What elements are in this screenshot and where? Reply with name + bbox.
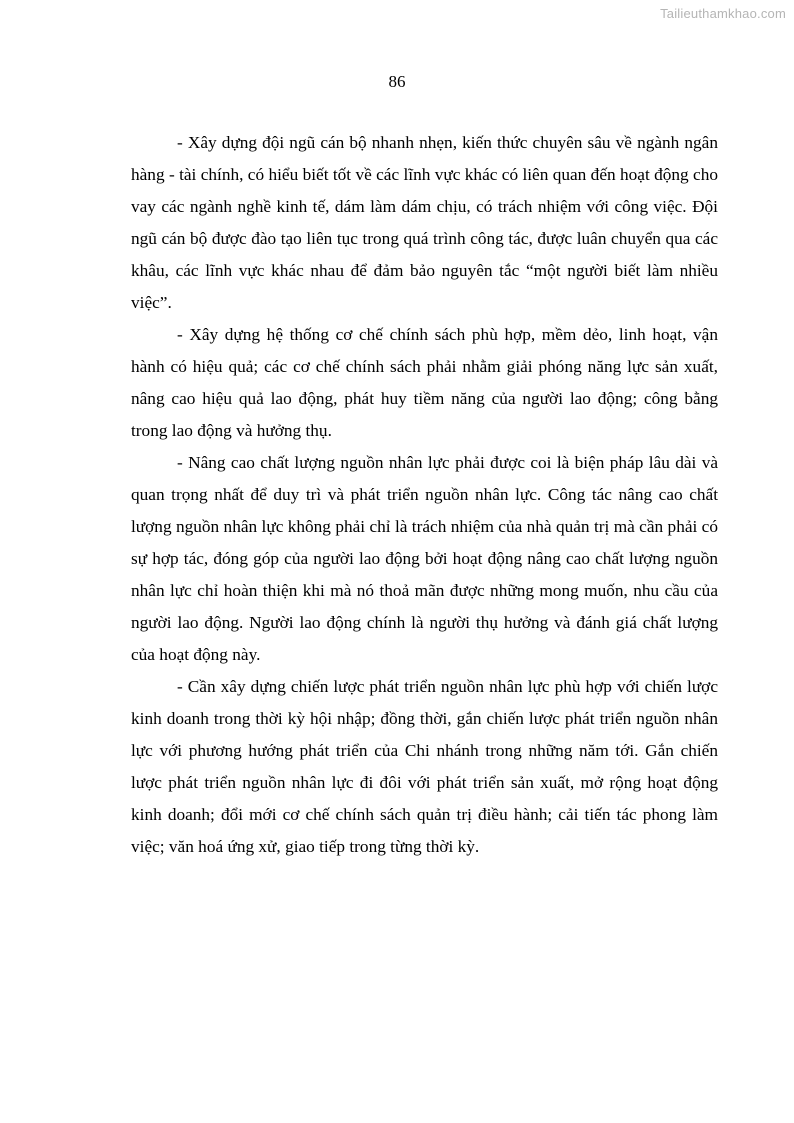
paragraph-staff-development: - Xây dựng đội ngũ cán bộ nhanh nhẹn, kiến thức chuyên sâu về ngành ngân hàng - tài chính, có hiểu biết tốt về các lĩnh vực khác có liên quan đến hoạt động cho vay các ngành nghề kinh tế, dám làm dám chịu, có trách nhiệm với công việc. Đội ngũ cán bộ được đào tạo liên tục trong quá trình công tác, được luân chuyển qua các khâu, các lĩnh vực khác nhau để đảm bảo nguyên tắc “một người biết làm nhiều việc”. (131, 133, 718, 312)
paragraph-hr-strategy: - Cần xây dựng chiến lược phát triển nguồn nhân lực phù hợp với chiến lược kinh doanh trong thời kỳ hội nhập; đồng thời, gắn chiến lược phát triển nguồn nhân lực với phương hướng phát triển của Chi nhánh trong những năm tới. Gắn chiến lược phát triển nguồn nhân lực đi đôi với phát triển sản xuất, mở rộng hoạt động kinh doanh; đổi mới cơ chế chính sách quản trị điều hành; cải tiến tác phong làm việc; văn hoá ứng xử, giao tiếp trong từng thời kỳ. (131, 677, 718, 856)
paragraph-hr-quality: - Nâng cao chất lượng nguồn nhân lực phải được coi là biện pháp lâu dài và quan trọng nhất để duy trì và phát triển nguồn nhân lực. Công tác nâng cao chất lượng nguồn nhân lực không phải chỉ là trách nhiệm của nhà quản trị mà cần phải có sự hợp tác, đóng góp của người lao động bởi hoạt động nâng cao chất lượng nguồn nhân lực chỉ hoàn thiện khi mà nó thoả mãn được những mong muốn, nhu cầu của người lao động. Người lao động chính là người thụ hưởng và đánh giá chất lượng của hoạt động này. (131, 453, 718, 664)
paragraph-policy-mechanism: - Xây dựng hệ thống cơ chế chính sách phù hợp, mềm dẻo, linh hoạt, vận hành có hiệu quả; các cơ chế chính sách phải nhằm giải phóng năng lực sản xuất, nâng cao hiệu quả lao động, phát huy tiềm năng của người lao động; công bằng trong lao động và hưởng thụ. (131, 325, 718, 440)
document-body (131, 127, 718, 863)
watermark-text: Tailieuthamkhao.com (660, 6, 786, 21)
page-number: 86 (388, 72, 406, 91)
